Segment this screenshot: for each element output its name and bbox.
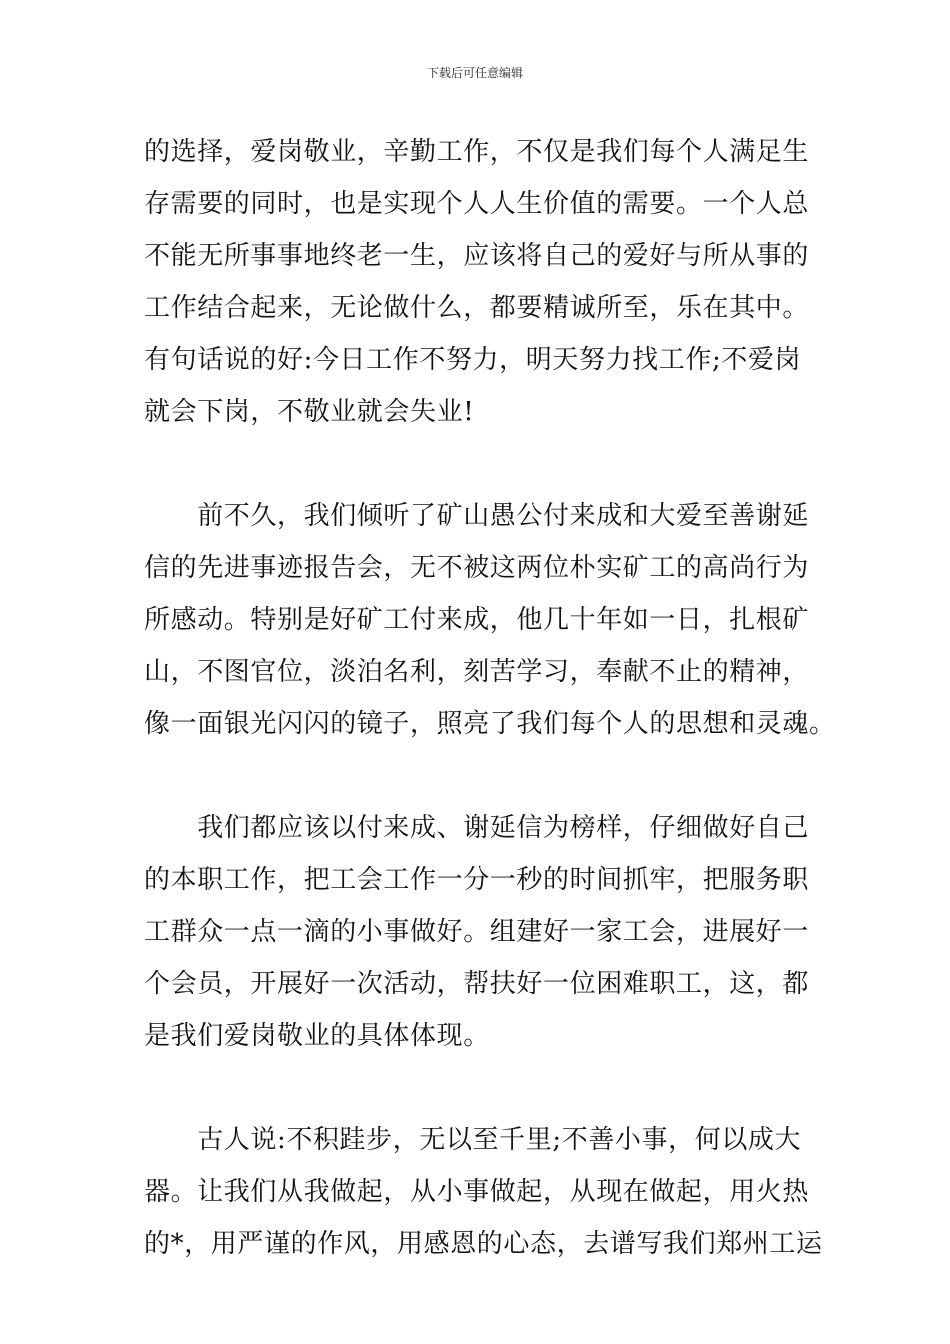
paragraph-spacer (144, 750, 809, 802)
paragraph-spacer (144, 1062, 809, 1114)
text-line: 古人说:不积跬步，无以至千里;不善小事，何以成大 (144, 1125, 802, 1155)
text-line: 所感动。特别是好矿工付来成，他几十年如一日，扎根矿 (144, 605, 810, 635)
text-line: 山，不图官位，淡泊名利，刻苦学习，奉献不止的精神， (144, 657, 810, 687)
text-line: 的选择，爱岗敬业，辛勤工作，不仅是我们每个人满足生 (144, 137, 810, 167)
paragraph (144, 490, 836, 750)
text-line: 存需要的同时，也是实现个人人生价值的需要。一个人总 (144, 189, 810, 219)
paragraph (144, 126, 809, 438)
document-body (144, 126, 836, 1270)
text-line: 不能无所事事地终老一生，应该将自己的爱好与所从事的 (144, 241, 810, 271)
text-line: 工作结合起来，无论做什么，都要精诚所至，乐在其中。 (144, 293, 810, 323)
text-line: 前不久，我们倾听了矿山愚公付来成和大爱至善谢延 (144, 501, 810, 531)
text-line: 的本职工作，把工会工作一分一秒的时间抓牢，把服务职 (144, 865, 810, 895)
page-header-note: 下载后可任意编辑 (426, 66, 523, 80)
text-line: 就会下岗，不敬业就会失业! (144, 397, 475, 427)
text-line: 有句话说的好:今日工作不努力，明天努力找工作;不爱岗 (144, 345, 802, 375)
text-line: 器。让我们从我做起，从小事做起，从现在做起，用火热 (144, 1177, 810, 1207)
text-line: 我们都应该以付来成、谢延信为榜样，仔细做好自己 (144, 813, 810, 843)
paragraph (144, 1114, 823, 1270)
paragraph (144, 802, 809, 1062)
text-line: 信的先进事迹报告会，无不被这两位朴实矿工的高尚行为 (144, 553, 810, 583)
text-line: 个会员，开展好一次活动，帮扶好一位困难职工，这，都 (144, 969, 810, 999)
paragraph-spacer (144, 438, 809, 490)
text-line: 工群众一点一滴的小事做好。组建好一家工会，进展好一 (144, 917, 810, 947)
text-line: 的*，用严谨的作风，用感恩的心态，去谱写我们郑州工运 (144, 1229, 823, 1259)
text-line: 是我们爱岗敬业的具体体现。 (144, 1021, 490, 1051)
text-line: 像一面银光闪闪的镜子，照亮了我们每个人的思想和灵魂。 (144, 709, 836, 739)
